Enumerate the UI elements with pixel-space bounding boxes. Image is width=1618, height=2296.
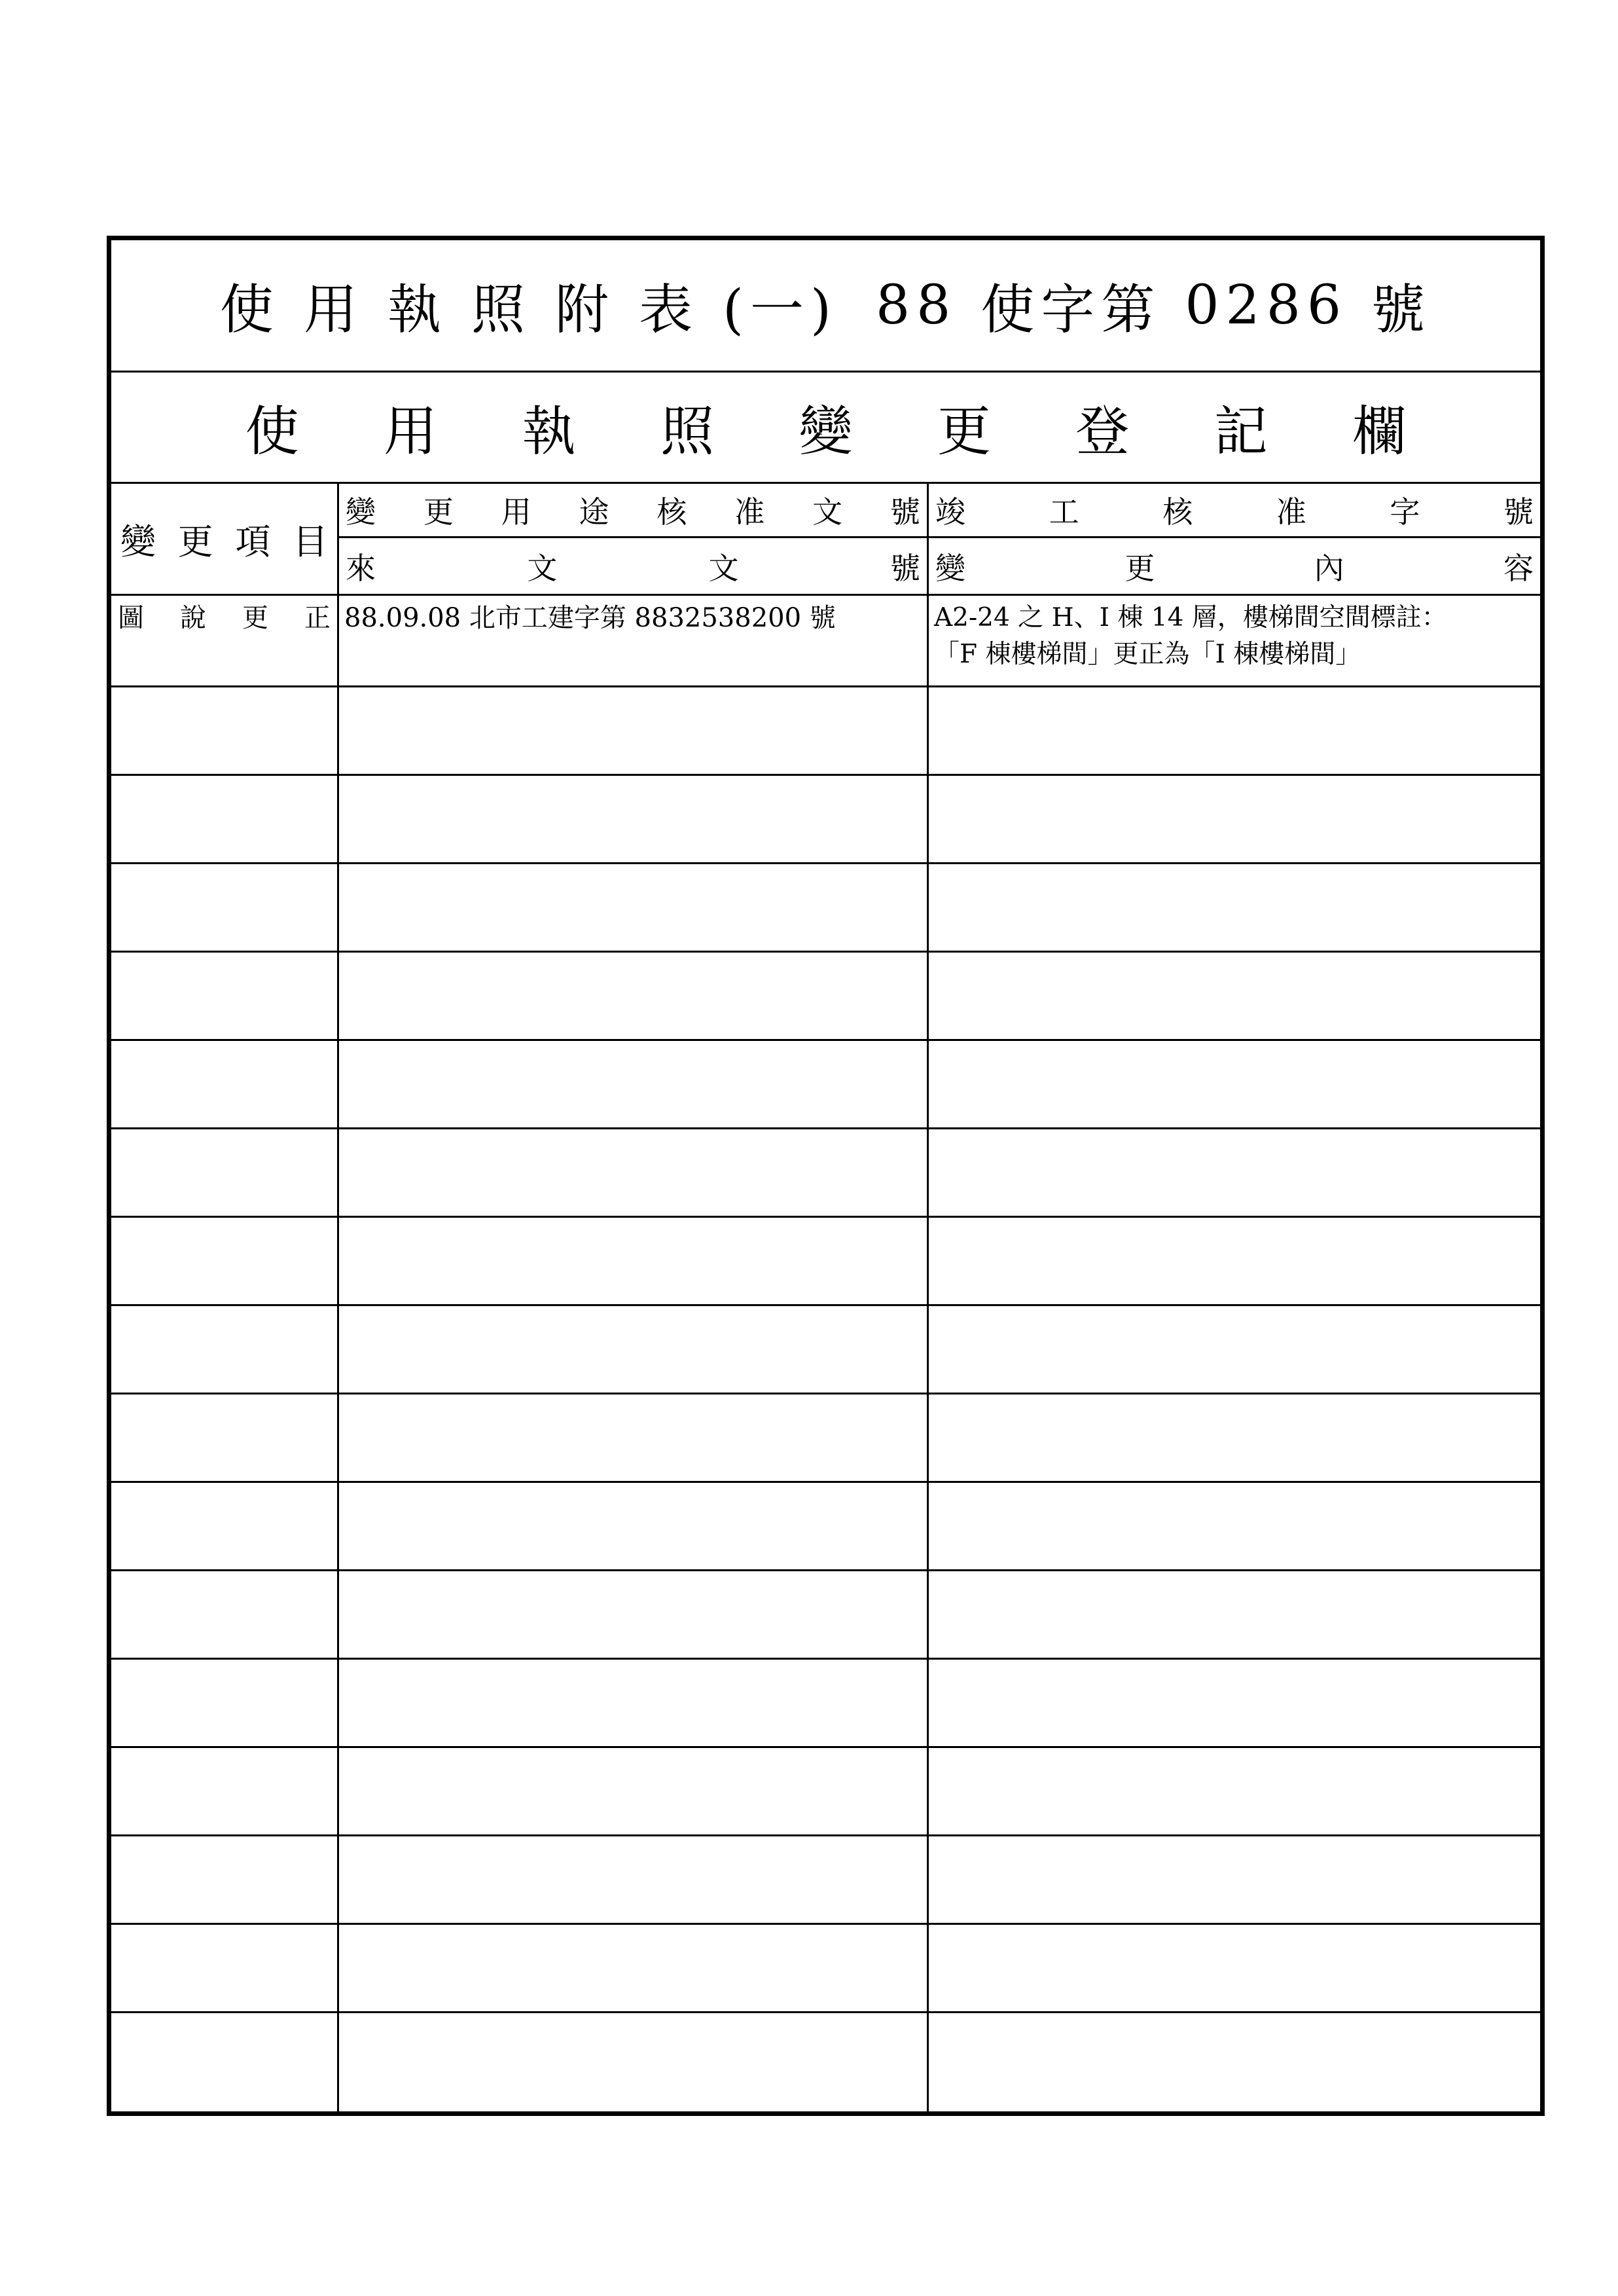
title-char: 0286 (1185, 274, 1348, 337)
entry-change-item (111, 597, 337, 682)
column-divider (927, 484, 929, 2111)
row-line (111, 685, 1540, 687)
header-char: 變 (120, 520, 156, 562)
header-char: 項 (235, 520, 271, 562)
entry-doc-no: 88.09.08 北市工建字第 8832538200 號 (344, 603, 836, 633)
header-char: 准 (734, 494, 765, 530)
row-line (111, 2011, 1540, 2013)
entry-change-content (929, 597, 1540, 682)
row-line (111, 1569, 1540, 1571)
header-char: 竣 (935, 494, 965, 530)
column-divider (337, 484, 339, 2111)
section-char: 登 (1075, 401, 1130, 463)
header-char: 核 (1162, 494, 1193, 530)
header-char: 來 (346, 550, 376, 586)
row-line (111, 1658, 1540, 1660)
header-char: 文 (812, 494, 843, 530)
header-char: 目 (292, 520, 328, 562)
header-bottom-line (111, 594, 1540, 596)
header-char: 號 (1503, 494, 1534, 530)
section-char: 記 (1214, 401, 1268, 463)
section-char: 用 (384, 401, 438, 463)
header-char: 內 (1314, 550, 1344, 586)
content-line: A2-24 之 H、I 棟 14 層，樓梯間空間標註： (934, 603, 1447, 632)
row-line (111, 1834, 1540, 1836)
header-char: 更 (423, 494, 454, 530)
header-char: 號 (890, 550, 920, 586)
title-char: 照 (471, 279, 531, 341)
title-char: (一) (723, 279, 838, 341)
title-char: 表 (639, 279, 700, 341)
section-char: 執 (522, 401, 576, 463)
header-completion-approval-no (929, 484, 1540, 536)
header-char: 字 (1390, 494, 1420, 530)
section-char: 使 (245, 401, 299, 463)
item-char: 說 (180, 603, 206, 633)
header-incoming-doc-no (339, 538, 927, 594)
header-change-content (929, 538, 1540, 594)
header-char: 核 (656, 494, 687, 530)
row-line (111, 951, 1540, 953)
title-char: 附 (554, 279, 615, 341)
section-char: 變 (799, 401, 853, 463)
form-title (111, 240, 1540, 373)
item-char: 圖 (118, 603, 144, 633)
header-approval-doc-no (339, 484, 927, 536)
row-line (111, 774, 1540, 776)
header-char: 更 (177, 520, 213, 562)
header-char: 准 (1276, 494, 1306, 530)
row-line (111, 1923, 1540, 1925)
header-char: 更 (1124, 550, 1155, 586)
row-line (111, 1481, 1540, 1483)
title-char: 使字第 (980, 279, 1162, 341)
row-line (111, 1393, 1540, 1394)
section-char: 更 (937, 401, 991, 463)
header-change-item (111, 484, 337, 594)
header-char: 文 (708, 550, 739, 586)
title-char: 88 (876, 274, 958, 337)
item-char: 更 (242, 603, 268, 633)
row-line (111, 862, 1540, 864)
header-char: 途 (579, 494, 609, 530)
header-char: 變 (935, 550, 965, 586)
section-char: 照 (660, 401, 715, 463)
row-line (111, 1039, 1540, 1041)
title-char: 使 (219, 279, 280, 341)
title-char: 執 (387, 279, 448, 341)
row-line (111, 1746, 1540, 1748)
row-line (111, 1304, 1540, 1306)
header-char: 工 (1049, 494, 1079, 530)
header-char: 變 (346, 494, 376, 530)
section-heading (111, 373, 1540, 484)
row-line (111, 1127, 1540, 1129)
title-char: 號 (1371, 279, 1432, 341)
item-char: 正 (304, 603, 331, 633)
content-line: 「F 棟樓梯間」更正為「I 棟樓梯間」 (934, 640, 1361, 669)
title-char: 用 (303, 279, 364, 341)
change-registration-form (107, 236, 1545, 2116)
header-char: 用 (501, 494, 531, 530)
row-line (111, 1216, 1540, 1218)
header-char: 文 (527, 550, 558, 586)
header-char: 號 (890, 494, 920, 530)
header-char: 容 (1503, 550, 1534, 586)
section-char: 欄 (1352, 401, 1407, 463)
